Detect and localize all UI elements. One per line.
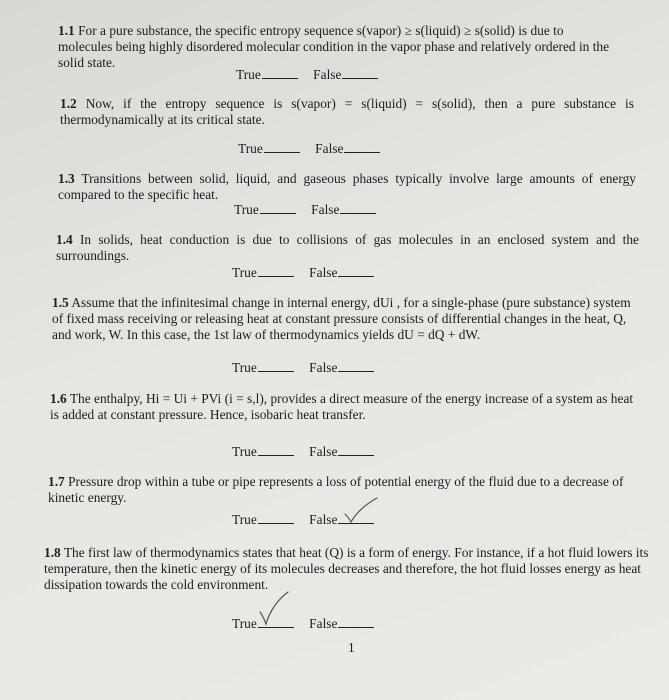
true-blank[interactable]: [264, 140, 300, 153]
question-text: Transitions between solid, liquid, and gaseous phases typically involve large amounts of energy compared to the specific heat.: [58, 171, 636, 202]
false-blank[interactable]: [338, 264, 374, 277]
question-1-1: [58, 23, 620, 71]
answer-row-1-2: [238, 140, 380, 157]
question-text: Assume that the infinitesimal change in internal energy, dUi , for a single-phase (pure substance) system of fixed mass receiving or releasing heat at constant pressure consists of differential changes in the heat, Q, and work, W. In this case, the 1st law of thermodynamics yields dU = dQ + dW.: [52, 295, 631, 342]
true-blank[interactable]: [258, 264, 294, 277]
false-checkmark-icon: [341, 496, 381, 526]
question-number: 1.4: [56, 232, 73, 247]
question-1-6: [50, 391, 645, 423]
false-label: False: [311, 202, 340, 217]
false-blank[interactable]: [338, 359, 374, 372]
true-label: True: [238, 141, 263, 156]
question-1-2: [60, 96, 634, 128]
false-blank[interactable]: [342, 66, 378, 79]
false-label: False: [315, 141, 344, 156]
page-number: 1: [348, 640, 355, 655]
true-label: True: [232, 444, 257, 459]
true-label: True: [232, 360, 257, 375]
true-blank[interactable]: [262, 66, 298, 79]
answer-row-1-6: [232, 443, 374, 460]
answer-row-1-3: [234, 201, 376, 218]
question-number: 1.7: [48, 474, 65, 489]
true-label: True: [236, 67, 261, 82]
true-label: True: [232, 616, 257, 631]
question-number: 1.3: [58, 171, 75, 186]
question-number: 1.6: [50, 391, 67, 406]
answer-row-1-4: [232, 264, 374, 281]
true-checkmark-icon: [254, 590, 294, 630]
answer-row-1-1: [236, 66, 378, 83]
question-text: Now, if the entropy sequence is s(vapor) = s(liquid) = s(solid), then a pure substance is thermodynamically at its critical state.: [60, 96, 634, 127]
true-blank[interactable]: [258, 359, 294, 372]
false-label: False: [313, 67, 342, 82]
question-1-3: [58, 171, 636, 203]
false-label: False: [309, 360, 338, 375]
question-number: 1.1: [58, 23, 75, 38]
question-1-4: [56, 232, 639, 264]
question-number: 1.2: [60, 96, 77, 111]
false-label: False: [309, 265, 338, 280]
question-text: The first law of thermodynamics states that heat (Q) is a form of energy. For instance, if a hot fluid lowers its temperature, then the kinetic energy of its molecules decreases and therefore, the hot fluid losses energy as heat dissipation towards the cold environment.: [44, 545, 649, 592]
false-blank[interactable]: [338, 443, 374, 456]
question-text: In solids, heat conduction is due to collisions of gas molecules in an enclosed system and the surroundings.: [56, 232, 639, 263]
true-label: True: [232, 512, 257, 527]
question-text: For a pure substance, the specific entropy sequence s(vapor) ≥ s(liquid) ≥ s(solid) is due to molecules being highly disordered molecular condition in the vapor phase and relatively ordered in the solid state.: [58, 23, 610, 70]
true-blank[interactable]: [260, 201, 296, 214]
question-1-5: [52, 295, 637, 343]
false-label: False: [309, 444, 338, 459]
true-label: True: [232, 265, 257, 280]
true-label: True: [234, 202, 259, 217]
question-text: The enthalpy, Hi = Ui + PVi (i = s,l), provides a direct measure of the energy increase of a system as heat is added at constant pressure. Hence, isobaric heat transfer.: [50, 391, 634, 422]
false-label: False: [309, 512, 338, 527]
false-blank[interactable]: [340, 201, 376, 214]
false-label: False: [309, 616, 338, 631]
true-blank[interactable]: [258, 511, 294, 524]
question-number: 1.8: [44, 545, 61, 560]
question-text: Pressure drop within a tube or pipe represents a loss of potential energy of the fluid due to a decrease of kinetic energy.: [48, 474, 624, 505]
false-blank[interactable]: [344, 140, 380, 153]
question-number: 1.5: [52, 295, 69, 310]
true-blank[interactable]: [258, 443, 294, 456]
answer-row-1-5: [232, 359, 374, 376]
false-blank[interactable]: [338, 615, 374, 628]
question-1-8: [44, 545, 652, 593]
